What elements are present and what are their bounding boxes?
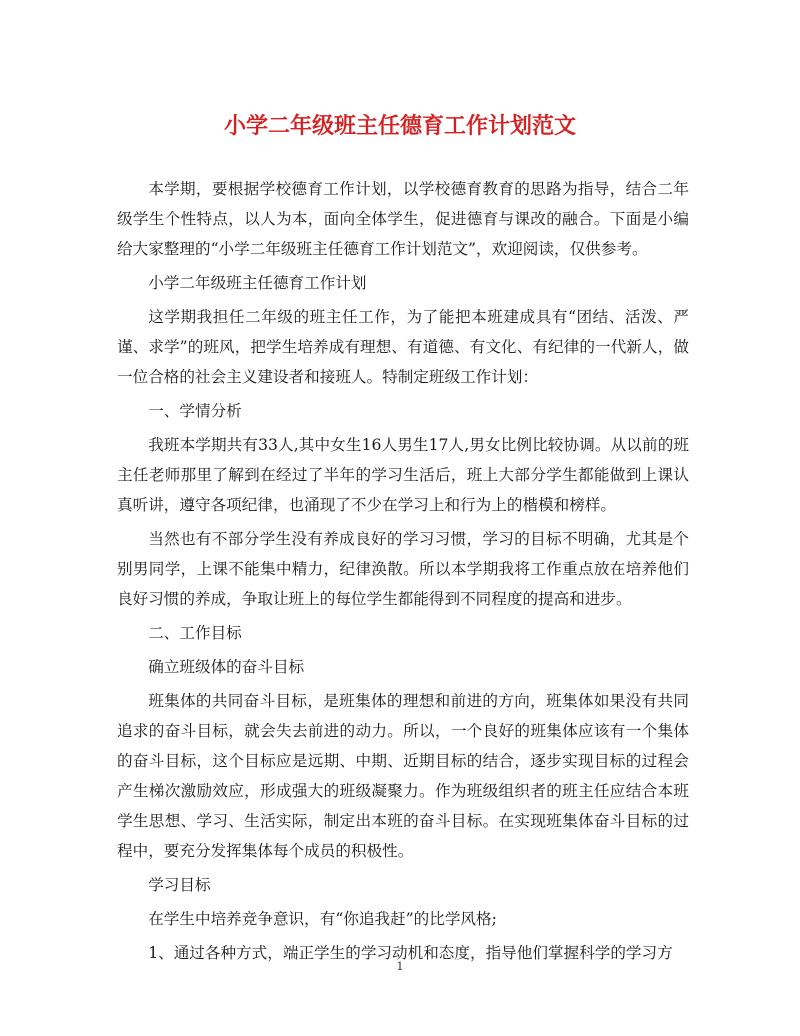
subheading-class-goal: 确立班级体的奋斗目标 xyxy=(148,658,305,676)
class-goal-paragraph: 这学期我担任二年级的班主任工作，为了能把本班建成具有“团结、活泼、严谨、求学”的班风，把学生培养成有理想、有道德、有文化、有纪律的一代新人，做一位合格的社会主义建设者和接班人。特制定班级工作计划： xyxy=(117,308,689,386)
analysis-paragraph-2: 当然也有不部分学生没有养成良好的学习习惯，学习的目标不明确，尤其是个别男同学，上课不能集中精力，纪律涣散。所以本学期我将工作重点放在培养他们良好习惯的养成，争取让班上的每位学生都能得到不同程度的提高和进步。 xyxy=(117,530,689,608)
page-number: 1 xyxy=(396,960,404,973)
document-title: 小学二年级班主任德育工作计划范文 xyxy=(223,113,576,139)
subheading-study-goal: 学习目标 xyxy=(148,876,211,894)
goals-paragraph: 班集体的共同奋斗目标，是班集体的理想和前进的方向，班集体如果没有共同追求的奋斗目标，就会失去前进的动力。所以，一个良好的班集体应该有一个集体的奋斗目标，这个目标应是远期、中期、近期目标的结合，逐步实现目标的过程会产生梯次激励效应，形成强大的班级凝聚力。作为班级组织者的班主任应结合本班学生思想、学习、生活实际，制定出本班的奋斗目标。在实现班集体奋斗目标的过程中，要充分发挥集体每个成员的积极性。 xyxy=(117,692,689,860)
analysis-paragraph-1: 我班本学期共有33人,其中女生16人男生17人,男女比例比较协调。从以前的班主任老师那里了解到在经过了半年的学习生活后，班上大部分学生都能做到上课认真听讲，遵守各项纪律，也涌现了不少在学习上和行为上的楷模和榜样。 xyxy=(117,436,689,514)
study-goal-paragraph: 在学生中培养竞争意识，有“你追我赶”的比学风格; xyxy=(148,910,497,928)
section-heading-goals: 二、工作目标 xyxy=(148,624,242,642)
study-goal-item-1: 1、通过各种方式，端正学生的学习动机和态度，指导他们掌握科学的学习方 xyxy=(148,944,673,962)
document-body xyxy=(117,174,689,972)
section-heading-analysis: 一、学情分析 xyxy=(148,402,242,420)
plan-subtitle: 小学二年级班主任德育工作计划 xyxy=(148,274,367,292)
intro-paragraph: 本学期，要根据学校德育工作计划，以学校德育教育的思路为指导，结合二年级学生个性特点，以人为本，面向全体学生，促进德育与课改的融合。下面是小编给大家整理的“小学二年级班主任德育工作计划范文”，欢迎阅读，仅供参考。 xyxy=(117,180,689,258)
